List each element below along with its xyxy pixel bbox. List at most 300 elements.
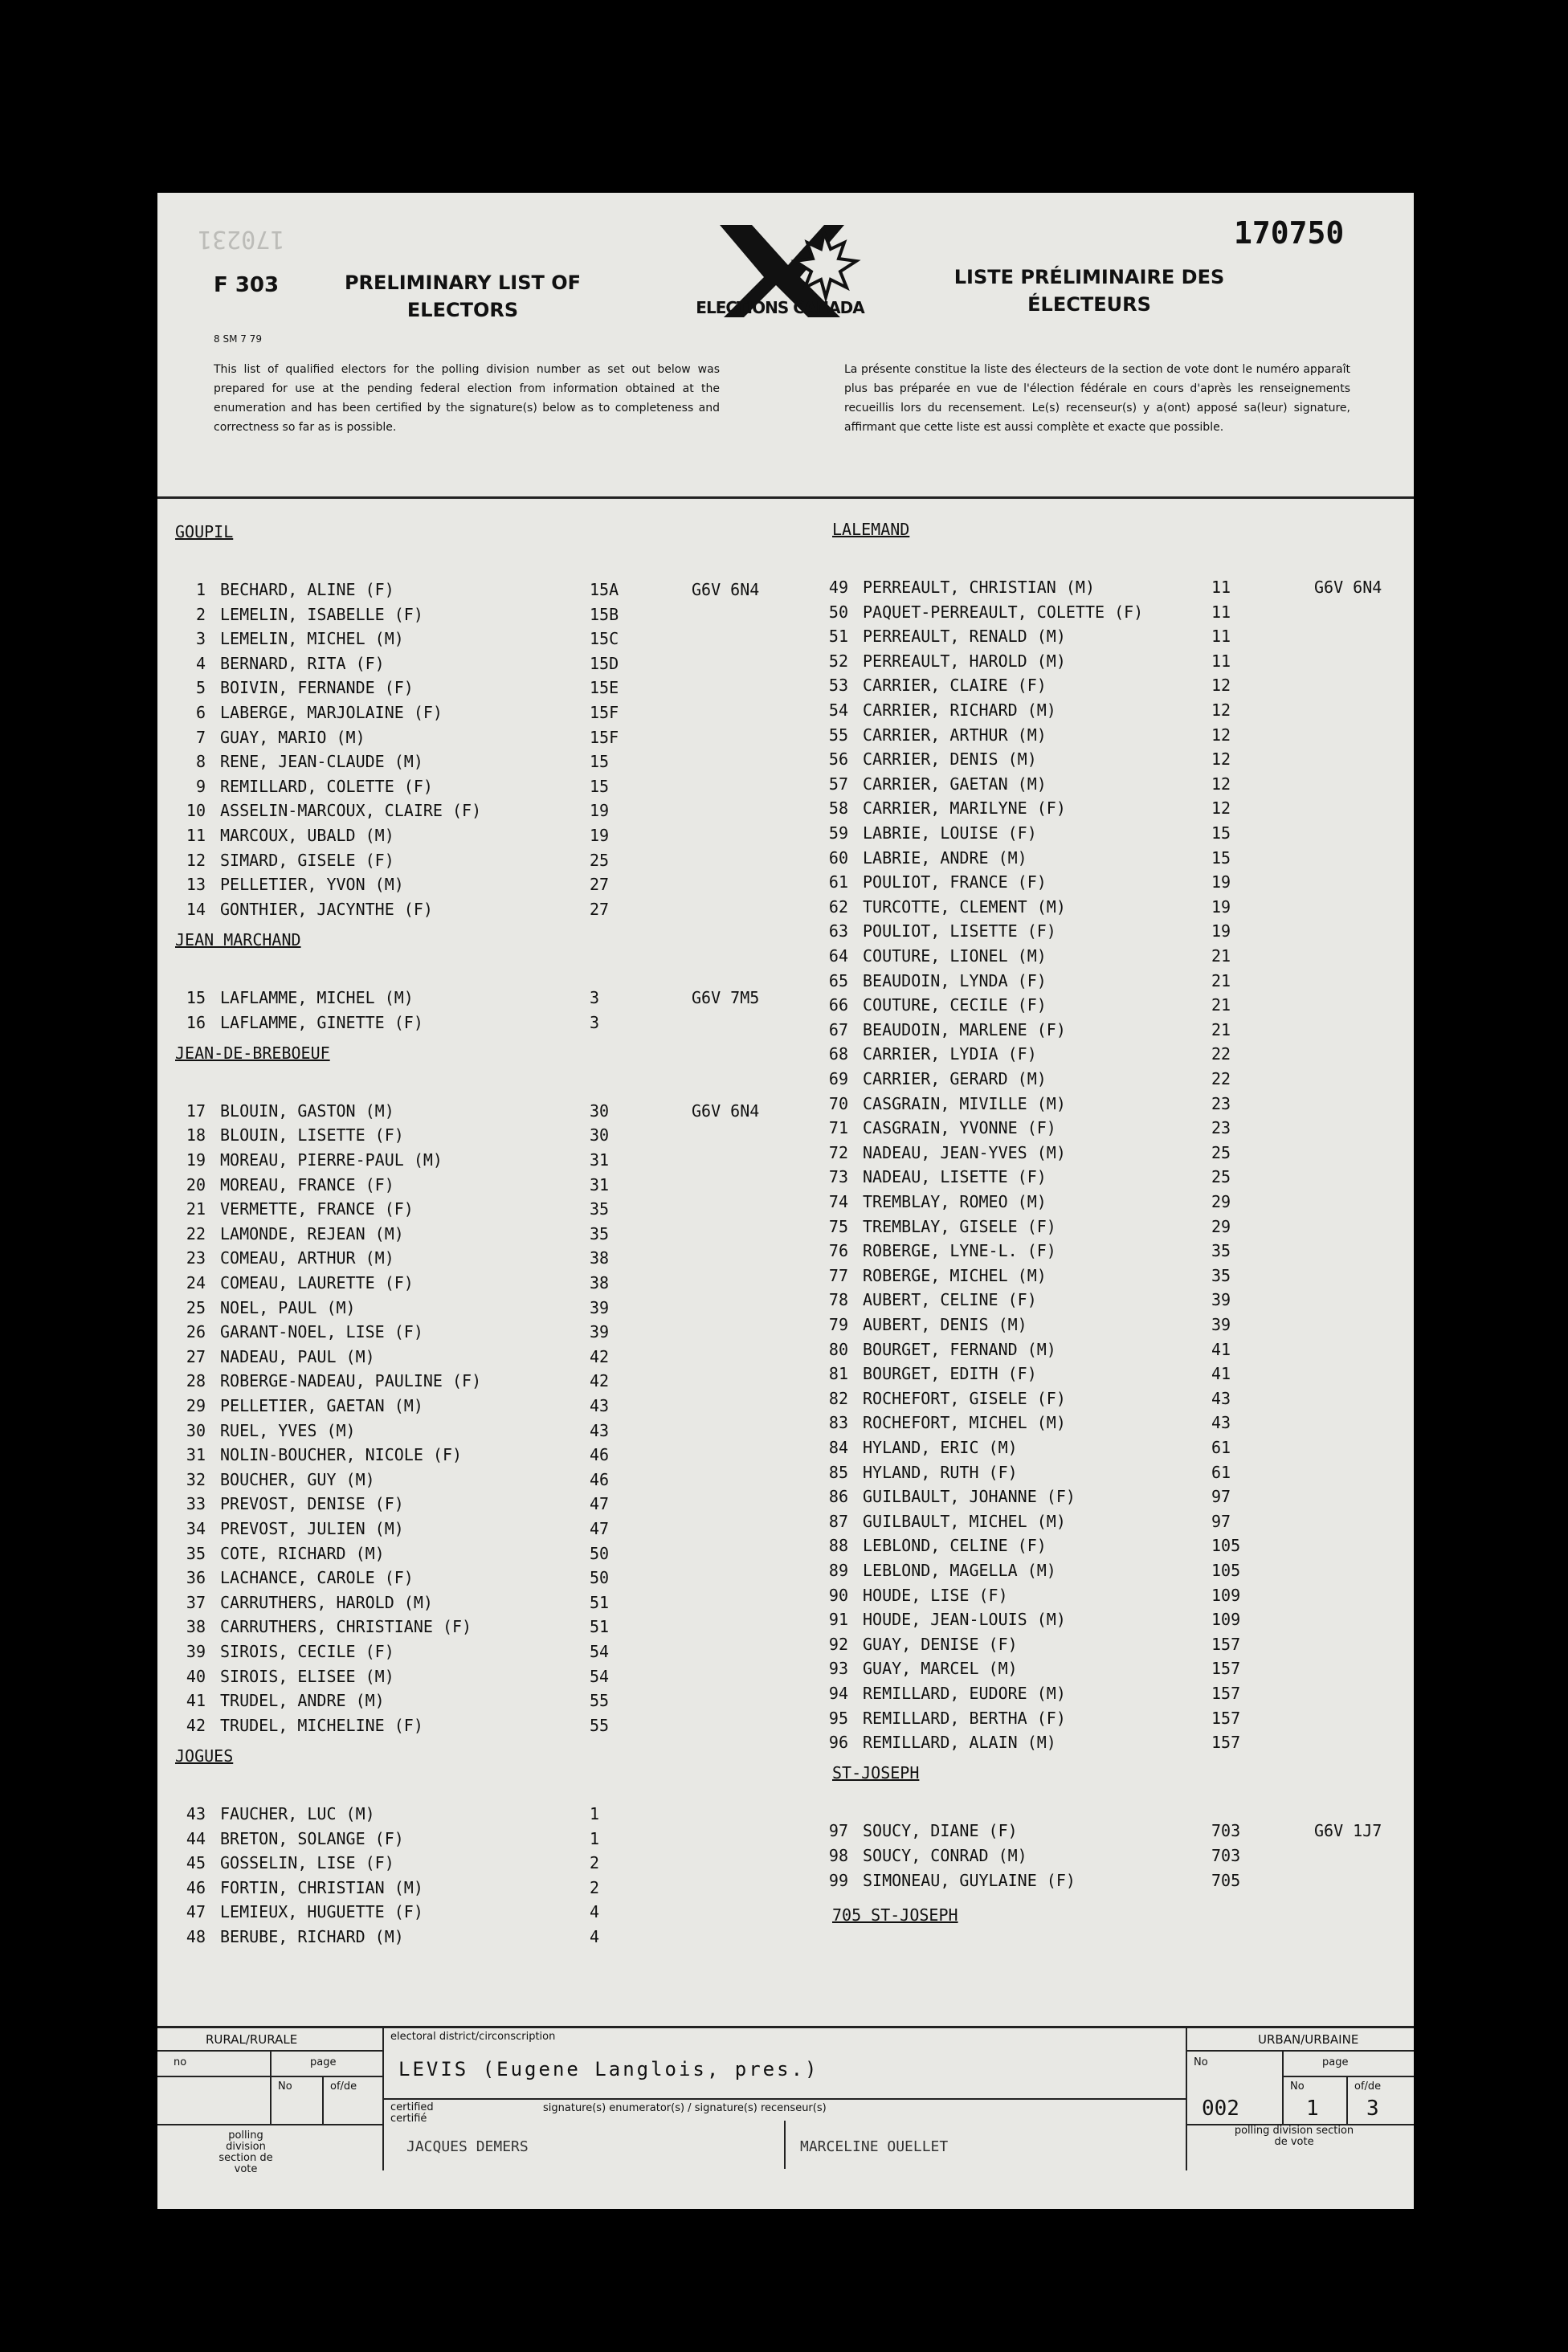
elector-name: REMILLARD, ALAIN (M): [863, 1733, 1056, 1753]
elector-number: 89: [828, 1561, 848, 1581]
elector-address: 30: [590, 1100, 610, 1121]
elector-address: 97: [1211, 1487, 1231, 1507]
document-number: 170750: [1234, 215, 1345, 251]
elector-row: [157, 1561, 1414, 1580]
postal-code: G6V 6N4: [1314, 578, 1382, 598]
elector-row: [157, 897, 1414, 917]
polling-division-number: 002: [1202, 2097, 1239, 2121]
signature-label: signature(s) enumerator(s) / signature(s) recenseur(s): [543, 2102, 827, 2114]
elector-name: TREMBLAY, ROMEO (M): [863, 1192, 1047, 1212]
elector-number: 95: [828, 1708, 848, 1728]
elector-address: 43: [1211, 1413, 1231, 1433]
elector-row: [157, 1487, 1414, 1506]
elector-number: 90: [828, 1585, 848, 1605]
elector-address: 19: [1211, 921, 1231, 941]
elector-number: 53: [828, 676, 848, 696]
elector-row: [157, 1315, 1414, 1334]
elector-row: [157, 995, 1414, 1015]
elector-name: ASSELIN-MARCOUX, CLAIRE (F): [220, 801, 482, 821]
elector-address: 41: [1211, 1364, 1231, 1384]
elector-name: MOREAU, PIERRE-PAUL (M): [220, 1149, 443, 1170]
elector-address: 22: [1211, 1044, 1231, 1064]
elector-name: PERREAULT, RENALD (M): [863, 627, 1066, 647]
elector-address: 35: [590, 1199, 610, 1219]
elector-address: 31: [590, 1174, 610, 1194]
urban-polling-label: polling division section de vote: [1234, 2125, 1354, 2148]
elector-address: 19: [1211, 872, 1231, 892]
elector-address: 43: [1211, 1388, 1231, 1408]
form-footer: [157, 2026, 1414, 2175]
elector-name: POULIOT, LISETTE (F): [863, 921, 1056, 941]
rural-of-label: of/de: [330, 2080, 357, 2093]
elector-address: 15F: [590, 703, 619, 723]
elector-address: 15C: [590, 629, 619, 649]
elector-number: 5: [195, 678, 206, 698]
form-code: F 303: [214, 273, 280, 297]
elector-row: [157, 1069, 1414, 1088]
elector-row: [157, 798, 1414, 821]
elector-address: 97: [1211, 1511, 1231, 1531]
elector-number: 8: [195, 752, 206, 772]
elector-number: 77: [828, 1265, 848, 1285]
elector-row: [157, 1804, 1414, 1823]
elector-address: 61: [1211, 1462, 1231, 1482]
urban-no2-label: No: [1290, 2080, 1305, 2093]
elector-row: [157, 578, 1414, 600]
elector-row: [157, 651, 1414, 671]
elector-number: 23: [186, 1248, 206, 1268]
elector-row: [157, 602, 1414, 622]
elector-number: 91: [828, 1610, 848, 1630]
footer-rule: [1346, 2076, 1348, 2124]
elector-name: CARRIER, RICHARD (M): [863, 700, 1056, 721]
elector-address: 39: [1211, 1315, 1231, 1335]
electors-list-sheet: [157, 193, 1414, 2209]
elector-name: CARRIER, MARILYNE (F): [863, 798, 1066, 819]
elector-number: 86: [828, 1487, 848, 1507]
elector-number: 56: [828, 749, 848, 770]
elector-address: 157: [1211, 1659, 1241, 1679]
elector-address: 21: [1211, 1019, 1231, 1039]
footer-rule: [1186, 2026, 1187, 2170]
elector-name: POULIOT, FRANCE (F): [863, 872, 1047, 892]
page-total: 3: [1366, 2097, 1379, 2121]
elector-name: TRUDEL, ANDRE (M): [220, 1691, 385, 1711]
elector-name: GUAY, DENISE (F): [863, 1634, 1018, 1654]
elector-address: 2: [590, 1853, 600, 1873]
elector-address: 35: [1211, 1265, 1231, 1285]
elector-number: 84: [828, 1438, 848, 1458]
elector-address: 25: [1211, 1167, 1231, 1187]
elector-name: COUTURE, LIONEL (M): [863, 946, 1047, 966]
elector-number: 88: [828, 1536, 848, 1556]
elector-number: 39: [186, 1641, 206, 1661]
elector-address: 27: [590, 899, 610, 919]
street-header: LALEMAND: [832, 520, 910, 539]
elector-number: 62: [828, 896, 848, 917]
elector-name: LACHANCE, CAROLE (F): [220, 1568, 414, 1588]
elector-number: 85: [828, 1462, 848, 1482]
elector-name: PAQUET-PERREAULT, COLETTE (F): [863, 602, 1144, 622]
logo-wordmark: ELECTIONS CANADA: [696, 298, 864, 317]
elector-number: 98: [828, 1845, 848, 1865]
elector-number: 15: [186, 987, 206, 1007]
elector-number: 69: [828, 1069, 848, 1089]
elector-address: 46: [590, 1445, 610, 1465]
elector-number: 54: [828, 700, 848, 721]
street-header: GOUPIL: [175, 522, 234, 541]
elector-name: GARANT-NOEL, LISE (F): [220, 1322, 423, 1342]
elector-address: 31: [590, 1149, 610, 1170]
elector-number: 61: [828, 872, 848, 892]
elector-row: [157, 1927, 1414, 1946]
district-label: electoral district/circonscription: [390, 2031, 556, 2043]
elector-number: 42: [186, 1715, 206, 1735]
elector-row: [157, 1167, 1414, 1186]
elector-number: 45: [186, 1853, 206, 1873]
elector-name: NADEAU, LISETTE (F): [863, 1167, 1047, 1187]
elector-address: 703: [1211, 1845, 1241, 1865]
elector-number: 37: [186, 1592, 206, 1612]
elector-number: 68: [828, 1044, 848, 1064]
elector-address: 15: [590, 752, 610, 772]
elector-name: NADEAU, PAUL (M): [220, 1346, 375, 1366]
form-date: 8 SM 7 79: [214, 333, 262, 345]
elector-number: 47: [186, 1902, 206, 1922]
elector-number: 17: [186, 1100, 206, 1121]
elector-number: 36: [186, 1568, 206, 1588]
elector-number: 93: [828, 1659, 848, 1679]
elector-number: 11: [186, 826, 206, 846]
elector-number: 75: [828, 1216, 848, 1236]
electors-list: [157, 193, 1414, 2040]
rural-no-label: no: [174, 2056, 187, 2068]
elector-number: 59: [828, 823, 848, 843]
elector-address: 21: [1211, 995, 1231, 1015]
elector-row: [157, 1217, 1414, 1236]
elector-name: AUBERT, CELINE (F): [863, 1290, 1037, 1310]
elector-address: 19: [590, 826, 610, 846]
elector-row: [157, 848, 1414, 868]
elector-number: 35: [186, 1543, 206, 1563]
elector-name: FAUCHER, LUC (M): [220, 1803, 375, 1823]
elector-number: 58: [828, 798, 848, 819]
elector-address: 42: [590, 1371, 610, 1391]
footer-top-rule: [157, 2026, 1414, 2028]
footer-rule: [1282, 2050, 1284, 2124]
elector-name: ROBERGE, MICHEL (M): [863, 1265, 1047, 1285]
elector-name: LAFLAMME, MICHEL (M): [220, 987, 414, 1007]
elector-name: CARRUTHERS, CHRISTIANE (F): [220, 1617, 472, 1637]
elector-address: 54: [590, 1641, 610, 1661]
elector-number: 33: [186, 1494, 206, 1514]
elector-number: 43: [186, 1803, 206, 1823]
elector-address: 51: [590, 1592, 610, 1612]
elector-name: LAMONDE, REJEAN (M): [220, 1223, 404, 1243]
elector-number: 71: [828, 1118, 848, 1138]
urban-no-label: No: [1194, 2056, 1208, 2068]
elector-row: [157, 1610, 1414, 1629]
elector-number: 31: [186, 1445, 206, 1465]
elector-name: TREMBLAY, GISELE (F): [863, 1216, 1056, 1236]
elector-address: 61: [1211, 1438, 1231, 1458]
elector-name: GOSSELIN, LISE (F): [220, 1853, 394, 1873]
elector-number: 29: [186, 1395, 206, 1415]
elector-name: SIMONEAU, GUYLAINE (F): [863, 1870, 1076, 1890]
elector-address: 12: [1211, 798, 1231, 819]
elector-row: [157, 1266, 1414, 1285]
elector-address: 54: [590, 1666, 610, 1686]
elector-name: REMILLARD, EUDORE (M): [863, 1684, 1066, 1704]
elector-name: BEAUDOIN, MARLENE (F): [863, 1019, 1066, 1039]
elector-row: [157, 1659, 1414, 1678]
elector-number: 99: [828, 1870, 848, 1890]
elector-number: 16: [186, 1012, 206, 1032]
elector-number: 76: [828, 1241, 848, 1261]
elector-number: 63: [828, 921, 848, 941]
elector-name: SOUCY, CONRAD (M): [863, 1845, 1027, 1865]
elector-address: 11: [1211, 602, 1231, 622]
elector-address: 11: [1211, 578, 1231, 598]
elector-address: 43: [590, 1420, 610, 1440]
elector-address: 29: [1211, 1192, 1231, 1212]
elector-number: 67: [828, 1019, 848, 1039]
elector-row: [157, 676, 1414, 698]
elector-name: BECHARD, ALINE (F): [220, 580, 394, 600]
elector-number: 82: [828, 1388, 848, 1408]
elector-number: 72: [828, 1142, 848, 1162]
elector-number: 34: [186, 1518, 206, 1538]
elector-name: NOLIN-BOUCHER, NICOLE (F): [220, 1445, 463, 1465]
elector-name: REMILLARD, BERTHA (F): [863, 1708, 1066, 1728]
postal-code: G6V 6N4: [692, 1100, 760, 1121]
elector-row: [157, 1536, 1414, 1555]
elector-number: 83: [828, 1413, 848, 1433]
postal-code: G6V 7M5: [692, 987, 760, 1007]
elector-name: BLOUIN, GASTON (M): [220, 1100, 394, 1121]
footer-rule: [784, 2121, 786, 2169]
elector-address: 4: [590, 1926, 600, 1946]
elector-name: PERREAULT, CHRISTIAN (M): [863, 578, 1095, 598]
elector-name: GUILBAULT, JOHANNE (F): [863, 1487, 1076, 1507]
elector-address: 15B: [590, 604, 619, 624]
elector-row: [157, 1438, 1414, 1457]
elector-number: 73: [828, 1167, 848, 1187]
elector-row: [157, 1463, 1414, 1482]
elector-name: CARRIER, GERARD (M): [863, 1069, 1047, 1089]
rural-label: RURAL/RURALE: [206, 2032, 298, 2047]
elector-row: [157, 1143, 1414, 1162]
elector-address: 22: [1211, 1069, 1231, 1089]
elector-name: COMEAU, ARTHUR (M): [220, 1248, 394, 1268]
elector-row: [157, 1709, 1414, 1728]
footer-rule: [1186, 2050, 1414, 2052]
elector-name: LEBLOND, CELINE (F): [863, 1536, 1047, 1556]
elector-row: [157, 1413, 1414, 1432]
elector-name: PELLETIER, YVON (M): [220, 875, 404, 895]
elector-name: LEMIEUX, HUGUETTE (F): [220, 1902, 423, 1922]
elector-name: PELLETIER, GAETAN (M): [220, 1395, 423, 1415]
street-header: JOGUES: [175, 1746, 234, 1766]
elector-address: 21: [1211, 946, 1231, 966]
elector-name: LEMELIN, MICHEL (M): [220, 629, 404, 649]
elector-address: 15F: [590, 727, 619, 747]
elector-address: 23: [1211, 1093, 1231, 1113]
enumerator-signature-1: JACQUES DEMERS: [406, 2138, 529, 2155]
faint-stamp-number: 170231: [198, 225, 285, 253]
elector-name: LAFLAMME, GINETTE (F): [220, 1012, 423, 1032]
elector-row: [157, 627, 1414, 649]
elector-name: SIMARD, GISELE (F): [220, 850, 394, 870]
elector-address: 2: [590, 1877, 600, 1897]
elector-name: COTE, RICHARD (M): [220, 1543, 385, 1563]
elector-name: LEBLOND, MAGELLA (M): [863, 1561, 1056, 1581]
elector-name: VERMETTE, FRANCE (F): [220, 1199, 414, 1219]
elector-address: 25: [590, 850, 610, 870]
elector-address: 11: [1211, 651, 1231, 671]
certified-label: certified certifié: [390, 2101, 434, 2125]
elector-number: 21: [186, 1199, 206, 1219]
elector-name: BLOUIN, LISETTE (F): [220, 1125, 404, 1145]
elector-address: 15D: [590, 653, 619, 673]
elector-number: 20: [186, 1174, 206, 1194]
elector-address: 46: [590, 1469, 610, 1489]
elector-number: 81: [828, 1364, 848, 1384]
elector-name: REMILLARD, COLETTE (F): [220, 776, 433, 796]
elector-number: 50: [828, 602, 848, 622]
elector-name: BERUBE, RICHARD (M): [220, 1926, 404, 1946]
elector-name: CARRIER, GAETAN (M): [863, 774, 1047, 794]
elector-address: 15: [1211, 847, 1231, 868]
elector-number: 13: [186, 875, 206, 895]
elector-row: [157, 725, 1414, 745]
elector-name: BERNARD, RITA (F): [220, 653, 385, 673]
elector-name: ROCHEFORT, GISELE (F): [863, 1388, 1066, 1408]
elector-name: TURCOTTE, CLEMENT (M): [863, 896, 1066, 917]
page-number: 1: [1306, 2097, 1319, 2121]
elector-name: CARRIER, CLAIRE (F): [863, 676, 1047, 696]
elector-name: BOUCHER, GUY (M): [220, 1469, 375, 1489]
elector-row: [157, 1241, 1414, 1260]
elector-address: 15E: [590, 678, 619, 698]
elector-address: 157: [1211, 1733, 1241, 1753]
elector-address: 43: [590, 1395, 610, 1415]
elector-address: 15A: [590, 580, 619, 600]
elector-address: 4: [590, 1902, 600, 1922]
elector-number: 24: [186, 1272, 206, 1292]
elector-name: MOREAU, FRANCE (F): [220, 1174, 394, 1194]
elector-number: 74: [828, 1192, 848, 1212]
elector-address: 50: [590, 1568, 610, 1588]
elector-row: [157, 1512, 1414, 1531]
elector-number: 26: [186, 1322, 206, 1342]
elector-name: COUTURE, CECILE (F): [863, 995, 1047, 1015]
elector-address: 39: [590, 1322, 610, 1342]
street-header: ST-JOSEPH: [832, 1763, 920, 1783]
elector-name: LABRIE, LOUISE (F): [863, 823, 1037, 843]
elector-name: ROCHEFORT, MICHEL (M): [863, 1413, 1066, 1433]
elector-address: 109: [1211, 1610, 1241, 1630]
elector-address: 3: [590, 987, 600, 1007]
elector-address: 47: [590, 1494, 610, 1514]
elector-address: 157: [1211, 1708, 1241, 1728]
elector-address: 12: [1211, 700, 1231, 721]
elector-name: GUILBAULT, MICHEL (M): [863, 1511, 1066, 1531]
elector-row: [157, 1094, 1414, 1113]
elector-number: 10: [186, 801, 206, 821]
elector-number: 18: [186, 1125, 206, 1145]
elector-address: 15: [590, 776, 610, 796]
elector-address: 19: [590, 801, 610, 821]
elector-name: HOUDE, LISE (F): [863, 1585, 1008, 1605]
elector-number: 41: [186, 1691, 206, 1711]
elector-number: 65: [828, 970, 848, 990]
footer-rule: [322, 2076, 324, 2124]
enumerator-signature-2: MARCELINE OUELLET: [800, 2138, 949, 2155]
statement-english: This list of qualified electors for the polling division number as set out below was prepared for use at the pending federal election from information obtained at the enumeration and has been certified by the signature(s) below as to completeness and correctness so far as is possible.: [214, 363, 720, 434]
elector-number: 12: [186, 850, 206, 870]
elector-number: 49: [828, 578, 848, 598]
elector-number: 96: [828, 1733, 848, 1753]
elector-number: 40: [186, 1666, 206, 1686]
elector-name: HYLAND, ERIC (M): [863, 1438, 1018, 1458]
elector-address: 15: [1211, 823, 1231, 843]
elector-address: 105: [1211, 1561, 1241, 1581]
elector-address: 47: [590, 1518, 610, 1538]
elector-number: 92: [828, 1634, 848, 1654]
elector-name: HYLAND, RUTH (F): [863, 1462, 1018, 1482]
elector-number: 60: [828, 847, 848, 868]
elector-name: CARRIER, LYDIA (F): [863, 1044, 1037, 1064]
elector-name: NADEAU, JEAN-YVES (M): [863, 1142, 1066, 1162]
elector-address: 42: [590, 1346, 610, 1366]
urban-label: URBAN/URBAINE: [1258, 2032, 1359, 2047]
elector-number: 66: [828, 995, 848, 1015]
elector-number: 51: [828, 627, 848, 647]
urban-page-label: page: [1322, 2056, 1349, 2068]
elector-number: 32: [186, 1469, 206, 1489]
elector-number: 9: [195, 776, 206, 796]
footer-rule: [384, 2098, 1187, 2100]
elector-name: BOURGET, EDITH (F): [863, 1364, 1037, 1384]
district-value: LEVIS (Eugene Langlois, pres.): [398, 2058, 819, 2080]
elector-number: 78: [828, 1290, 848, 1310]
elector-number: 46: [186, 1877, 206, 1897]
elector-row: [157, 1635, 1414, 1654]
elector-address: 105: [1211, 1536, 1241, 1556]
elector-address: 19: [1211, 896, 1231, 917]
rural-no2-label: No: [278, 2080, 292, 2093]
elector-name: PREVOST, JULIEN (M): [220, 1518, 404, 1538]
elector-name: SIROIS, ELISEE (M): [220, 1666, 394, 1686]
elector-address: 50: [590, 1543, 610, 1563]
elector-address: 11: [1211, 627, 1231, 647]
elector-name: HOUDE, JEAN-LOUIS (M): [863, 1610, 1066, 1630]
elector-number: 19: [186, 1149, 206, 1170]
elector-name: LABERGE, MARJOLAINE (F): [220, 703, 443, 723]
elector-address: 55: [590, 1691, 610, 1711]
postal-code: G6V 6N4: [692, 580, 760, 600]
elector-name: CASGRAIN, YVONNE (F): [863, 1118, 1056, 1138]
elector-address: 41: [1211, 1339, 1231, 1359]
elector-row: [157, 774, 1414, 794]
elector-name: RUEL, YVES (M): [220, 1420, 356, 1440]
elector-name: BOIVIN, FERNANDE (F): [220, 678, 414, 698]
elector-address: 23: [1211, 1118, 1231, 1138]
elector-number: 44: [186, 1828, 206, 1848]
elector-name: PREVOST, DENISE (F): [220, 1494, 404, 1514]
statement-french: La présente constitue la liste des électeurs de la section de vote dont le numéro apparaît plus bas préparée en vue de l'élection fédérale en cours d'après les renseignements recueillis lors du recensement. Le(s) recenseur(s) y a(ont) apposé sa(leur) signature, affirmant que cette liste est aussi complète et exacte que possible.: [844, 363, 1350, 434]
